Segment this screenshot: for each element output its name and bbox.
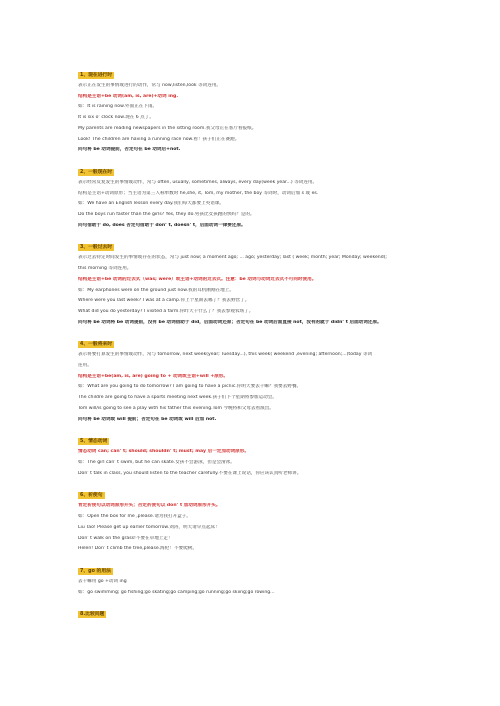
text-line: 结构是主语+be 动词(am, is, are)+动词 ing. (78, 93, 179, 99)
text-line: 去干嘛用 go +动词 ing (78, 578, 127, 584)
text-line: Helen! Don’ t climb the tree,please.海伦！不要爬树。 (78, 546, 197, 552)
section-heading: 6、祈使句 (80, 493, 103, 499)
text-line: Liu Tao! Please get up earlier tomorrow.刘涛，明天请早点起床！ (78, 524, 220, 530)
section (78, 481, 452, 552)
section (78, 233, 452, 326)
section-heading: 4、一般将来时 (80, 342, 113, 348)
text-line: 如：Open the box for me ,please.请为我打开盒子。 (78, 514, 191, 520)
text-line: Tom will/is going to see a play with his father this evening.Tom 今晚将和父母去看演出。 (78, 405, 274, 411)
text-line: Don’ t walk on the grass!不要在草地上走！ (78, 535, 173, 541)
text-line: 表示过去特定时间发生的事情或存在的状态，常与 just now; a moment ago; ... ago; yesterday; last ( week; month; year; Monday; weekend); (78, 255, 387, 261)
text-line: Where were you last week? I was at a camp.你上个星期去哪了？我去野营了。 (78, 298, 250, 304)
text-line: 表示将要打算发生的事情或动作，常与 tomorrow, next week(year; Tuesday...), this week( weekend ,evening; afternoon;...)today 等词 (78, 352, 373, 358)
text-line: 结构是主语+be 动词的过去式（was; were）或主语+动词的过去式。注意：be 动词与动词过去式不可同时使用。 (78, 276, 317, 282)
text-line: this morning 等词连用。 (78, 266, 132, 272)
text-line: 如：It is raining now.外面正在下雨。 (78, 104, 158, 110)
text-line: 问句借助于 do, does 否定句借助于 don’ t, doesn’ t，后面动词一律要还原。 (78, 222, 246, 228)
text-line: 问句将 be 动词或 will 提前；否定句在 be 动词或 will 后加 not. (78, 416, 217, 422)
text-line: My parents are reading newspapers in the sitting room.我父母正在客厅看报纸。 (78, 125, 257, 131)
section-heading: 7、go 的用法 (80, 568, 111, 574)
section-heading: 1、现在进行时 (80, 73, 113, 78)
section (78, 158, 452, 229)
text-line: 如：My earphones were on the ground just now.我的耳机刚刚在地上。 (78, 287, 234, 293)
text-line: What did you do yesterday? I visited a farm.你昨天干什么了？我去参观农场了。 (78, 308, 254, 314)
section (78, 330, 452, 423)
text-line: 如：What are you going to do tomorrow? I am going to have a picnic.你明天要去干嘛？我要去野餐。 (78, 384, 302, 390)
text-line: Don’ t talk in class, you should listen to the teacher carefully.不要在课上说话，你应该认真听老师讲。 (78, 470, 302, 476)
section (78, 61, 452, 154)
text-line: 如：We have an English lesson every day.我们每天都要上英语课。 (78, 201, 225, 207)
text-line: Look! The children are having a running race now.看！孩子们正在赛跑。 (78, 136, 240, 142)
text-line: 结构是主语+be(am, is, are) going to + 动词或主语+will +原形。 (78, 373, 228, 379)
text-line: 问句将 be 动词将 be 动词提前，没有 be 动词借助于 did，后面动词还原；否定句在 be 动词后面直接 not，没有的就于 didn’ t 后面动词还原。 (78, 319, 382, 325)
section-heading: 5、情态动词 (80, 439, 108, 445)
section (78, 427, 452, 477)
text-line: The childre are going to have a sports meeting next week.孩子们下个星期将参加运动会。 (78, 395, 277, 401)
text-line: It is six o’ clock now.现在 6 点了。 (78, 115, 154, 121)
section-heading: 8.比较问题 (80, 612, 105, 618)
text-line: Do the boys run faster than the girls? Yes, they do.男孩比女孩跑的快吗？是的。 (78, 212, 255, 218)
section-heading: 3、一般过去时 (80, 245, 113, 251)
text-line: 结构是主语+动词原形；当主语为第三人称单数时 he,she, it, Tom, my mother, the boy 等词时，动词后加 s 或 es. (78, 190, 319, 196)
text-line: 表示经常反复发生的事情或动作，常与 often, usually, sometimes, always, every day(week year...) 等词连用。 (78, 179, 318, 185)
section-heading: 2、一般现在时 (80, 169, 113, 175)
text-line: 问句将 be 动词提前，否定句在 be 动词后+not. (78, 147, 181, 153)
text-line: 情态动词 can; can’ t; should; shouldn’ t; must; may 后一定加动词原形。 (78, 449, 249, 455)
text-line: 如：The girl can’ t swim, but he can skate.女孩不会游泳，但是会滑冰。 (78, 459, 235, 465)
section (78, 557, 452, 596)
text-line: 连用。 (78, 363, 92, 369)
text-line: 肯定祈使句以动词原形开头；否定祈使句以 don’ t 加动词原形开头。 (78, 503, 221, 509)
text-line: 表示正在发生的事情或进行的动作，常与 now,listen,look 等词连用。 (78, 83, 222, 88)
text-line: 如：go swimming; go fishing;go skating;go camping;go running;go skiing;go rowing... (78, 589, 275, 595)
section (78, 600, 452, 622)
